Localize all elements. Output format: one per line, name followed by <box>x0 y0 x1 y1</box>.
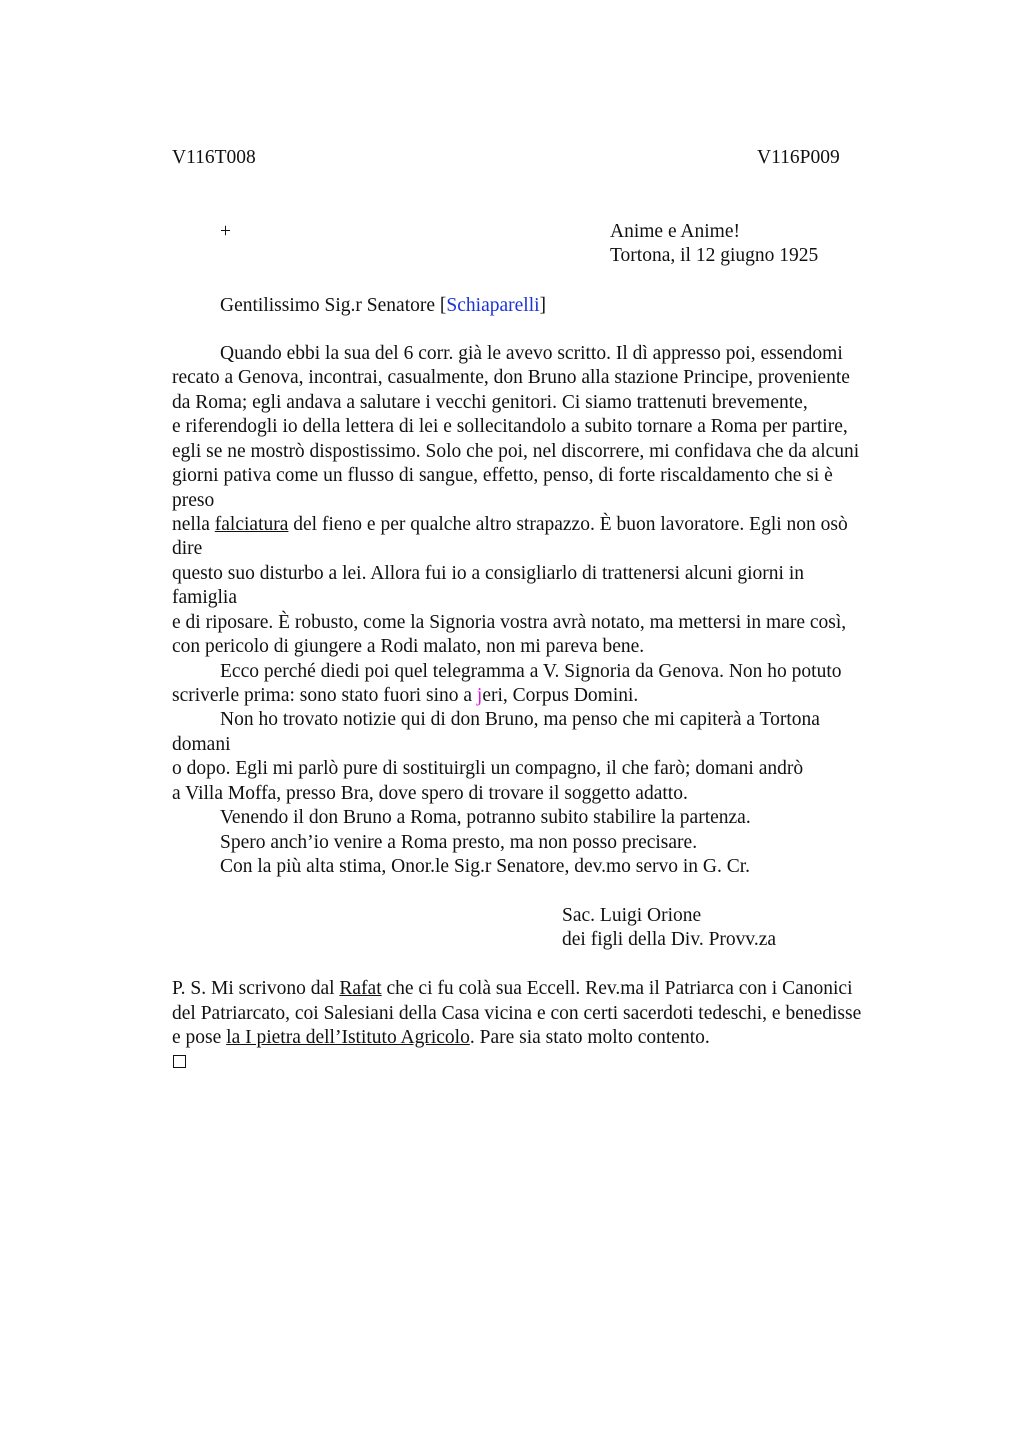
underlined-phrase: la I pietra dell’Istituto Agricolo <box>226 1027 470 1048</box>
salutation-prefix: Gentilissimo Sig.r Senatore [ <box>220 295 447 316</box>
body-text: scriverle prima: sono stato fuori sino a <box>172 685 477 706</box>
salutation-name: Schiaparelli <box>446 295 540 316</box>
header-left-code: V116T008 <box>172 147 256 168</box>
ps-text: che ci fu colà sua Eccell. Rev.ma il Patriarca con i Canonici <box>381 978 853 999</box>
body-text: eri, Corpus Domini. <box>482 685 639 706</box>
body-line: da Roma; egli andava a salutare i vecchi genitori. Ci siamo trattenuti brevemente, <box>172 392 808 413</box>
postscript-line: del Patriarcato, coi Salesiani della Casa vicina e con certi sacerdoti tedeschi, e benedisse <box>172 1003 862 1024</box>
signature-name: Sac. Luigi Orione <box>562 905 702 926</box>
body-line <box>172 513 848 537</box>
end-mark-square-icon <box>173 1055 186 1068</box>
place-date: Tortona, il 12 giugno 1925 <box>610 245 819 266</box>
body-line: Spero anch’io venire a Roma presto, ma non posso precisare. <box>220 832 698 853</box>
highlighted-letter: j <box>476 685 483 706</box>
body-line: a Villa Moffa, presso Bra, dove spero di trovare il soggetto adatto. <box>172 783 688 804</box>
salutation <box>220 294 546 318</box>
body-line <box>172 684 638 708</box>
header-right-code: V116P009 <box>757 147 840 168</box>
postscript-line <box>172 1026 710 1050</box>
body-line: famiglia <box>172 587 237 608</box>
body-line: preso <box>172 490 215 511</box>
salutation-suffix: ] <box>539 295 547 316</box>
body-line: Quando ebbi la sua del 6 corr. già le avevo scritto. Il dì appresso poi, essendomi <box>220 343 843 364</box>
body-line: Non ho trovato notizie qui di don Bruno, ma penso che mi capiterà a Tortona <box>220 709 820 730</box>
motto: Anime e Anime! <box>610 221 740 242</box>
postscript-line <box>172 977 853 1001</box>
body-text: del fieno e per qualche altro strapazzo. È buon lavoratore. Egli non osò <box>288 514 848 535</box>
body-line: egli se ne mostrò dispostissimo. Solo che poi, nel discorrere, mi confidava che da alcuni <box>172 441 860 462</box>
body-line: Con la più alta stima, Onor.le Sig.r Senatore, dev.mo servo in G. Cr. <box>220 856 751 877</box>
body-line: con pericolo di giungere a Rodi malato, non mi pareva bene. <box>172 636 645 657</box>
body-line: giorni pativa come un flusso di sangue, effetto, penso, di forte riscaldamento che si è <box>172 465 833 486</box>
cross-mark: + <box>220 221 231 242</box>
underlined-word: falciatura <box>214 514 289 535</box>
body-line: o dopo. Egli mi parlò pure di sostituirgli un compagno, il che farò; domani andrò <box>172 758 804 779</box>
body-line: e riferendogli io della lettera di lei e sollecitandolo a subito tornare a Roma per partire, <box>172 416 848 437</box>
signature-title: dei figli della Div. Provv.za <box>562 929 777 950</box>
body-line: Ecco perché diedi poi quel telegramma a V. Signoria da Genova. Non ho potuto <box>220 661 842 682</box>
body-line: domani <box>172 734 231 755</box>
ps-text: e pose <box>172 1027 227 1048</box>
underlined-word: Rafat <box>339 978 382 999</box>
ps-text: . Pare sia stato molto contento. <box>469 1027 710 1048</box>
ps-text: P. S. Mi scrivono dal <box>172 978 340 999</box>
body-line: questo suo disturbo a lei. Allora fui io a consigliarlo di trattenersi alcuni giorni in <box>172 563 804 584</box>
body-line: recato a Genova, incontrai, casualmente, don Bruno alla stazione Principe, proveniente <box>172 367 850 388</box>
body-text: nella <box>172 514 215 535</box>
body-line: Venendo il don Bruno a Roma, potranno subito stabilire la partenza. <box>220 807 751 828</box>
body-line: e di riposare. È robusto, come la Signoria vostra avrà notato, ma mettersi in mare così, <box>172 612 847 633</box>
body-line: dire <box>172 538 203 559</box>
